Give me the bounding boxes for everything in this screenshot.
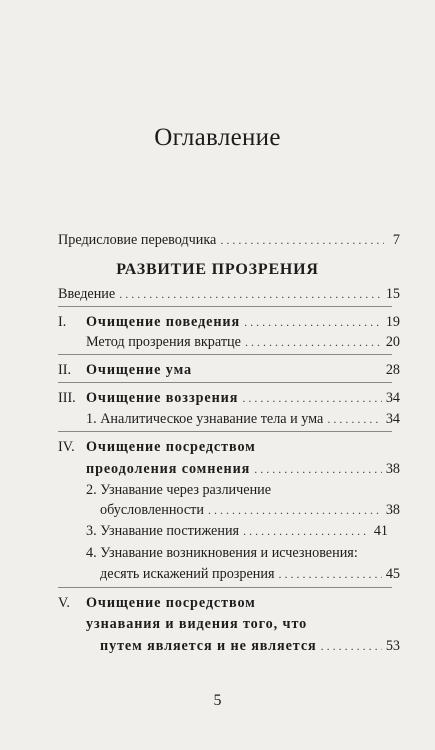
toc-entry-chapter-3-sub-1[interactable] — [86, 410, 400, 428]
toc-entry-chapter-4-sub-4-line-2[interactable] — [100, 565, 400, 583]
toc-entry-page: 7 — [392, 232, 400, 248]
toc-entry-label: 2. Узнавание через различение — [86, 482, 272, 498]
toc-entry-label: Очищение поведения — [86, 314, 241, 330]
page-title: Оглавление — [154, 124, 281, 151]
leader-dots — [244, 313, 382, 331]
toc-entry-page: 34 — [385, 411, 400, 427]
toc-entry-preface[interactable] — [58, 231, 400, 249]
toc-entry-label: Метод прозрения вкратце — [86, 334, 241, 350]
roman-numeral: I. — [58, 314, 67, 330]
divider — [58, 587, 392, 588]
toc-entry-chapter-1[interactable] — [58, 313, 400, 331]
toc-entry-label: узнавания и видения того, что — [86, 616, 308, 632]
leader-dots — [220, 231, 384, 249]
divider — [58, 431, 392, 432]
toc-entry-page: 28 — [385, 362, 400, 378]
toc-entry-chapter-4-sub-4-line-1[interactable] — [86, 544, 400, 562]
leader-dots — [242, 389, 381, 407]
leader-dots — [327, 410, 381, 428]
toc-entry-chapter-4-sub-3[interactable] — [86, 522, 400, 540]
toc-entry-page: 19 — [385, 314, 400, 330]
divider — [58, 354, 392, 355]
toc-entry-label: Предисловие переводчика — [58, 232, 217, 248]
roman-numeral: V. — [58, 595, 70, 611]
toc-entry-page: 38 — [385, 461, 400, 477]
toc-entry-chapter-1-sub[interactable] — [86, 333, 400, 351]
leader-dots — [243, 522, 370, 540]
toc-entry-label: Очищение посредством — [86, 439, 256, 455]
toc-entry-chapter-5-line-1[interactable] — [58, 594, 400, 612]
toc-entry-page: 38 — [385, 502, 400, 518]
section-title: РАЗВИТИЕ ПРОЗРЕНИЯ — [116, 261, 319, 278]
toc-entry-page: 41 — [373, 523, 388, 539]
leader-dots — [254, 460, 382, 478]
toc-entry-page: 53 — [385, 638, 400, 654]
toc-entry-label: Очищение посредством — [86, 595, 256, 611]
toc-entry-label: 1. Аналитическое узнавание тела и ума — [86, 411, 324, 427]
divider — [58, 306, 392, 307]
toc-entry-chapter-5-line-2[interactable] — [86, 615, 400, 633]
toc-entry-chapter-4-line-2[interactable] — [86, 460, 400, 478]
leader-dots — [208, 501, 382, 519]
roman-numeral: II. — [58, 362, 71, 378]
toc-entry-label: Очищение воззрения — [86, 390, 239, 406]
toc-entry-intro[interactable] — [58, 285, 400, 303]
toc-entry-chapter-5-line-3[interactable] — [100, 637, 400, 655]
toc-entry-label: Очищение ума — [86, 362, 193, 378]
leader-dots — [279, 565, 382, 583]
toc-entry-page: 15 — [385, 286, 400, 302]
toc-entry-label: обусловленности — [100, 502, 204, 518]
toc-entry-label: 4. Узнавание возникновения и исчезновения: — [86, 545, 358, 561]
roman-numeral: III. — [58, 390, 76, 406]
leader-dots — [321, 637, 382, 655]
toc-entry-page: 20 — [385, 334, 400, 350]
toc-entry-label: Введение — [58, 286, 116, 302]
toc-entry-page: 34 — [385, 390, 400, 406]
toc-entry-chapter-2[interactable] — [58, 361, 400, 379]
toc-entry-chapter-4-line-1[interactable] — [58, 438, 400, 456]
toc-entry-label: преодоления сомнения — [86, 461, 251, 477]
toc-entry-label: путем является и не является — [100, 638, 317, 654]
roman-numeral: IV. — [58, 439, 75, 455]
toc-entry-page: 45 — [385, 566, 400, 582]
leader-dots — [245, 333, 382, 351]
toc-entry-chapter-4-sub-2-line-1[interactable] — [86, 481, 400, 499]
leader-dots — [119, 285, 382, 303]
toc-entry-chapter-4-sub-2-line-2[interactable] — [100, 501, 400, 519]
toc-entry-chapter-3[interactable] — [58, 389, 400, 407]
page-number: 5 — [213, 692, 222, 709]
divider — [58, 382, 392, 383]
toc-entry-label: десять искажений прозрения — [100, 566, 275, 582]
toc-entry-label: 3. Узнавание постижения — [86, 523, 240, 539]
